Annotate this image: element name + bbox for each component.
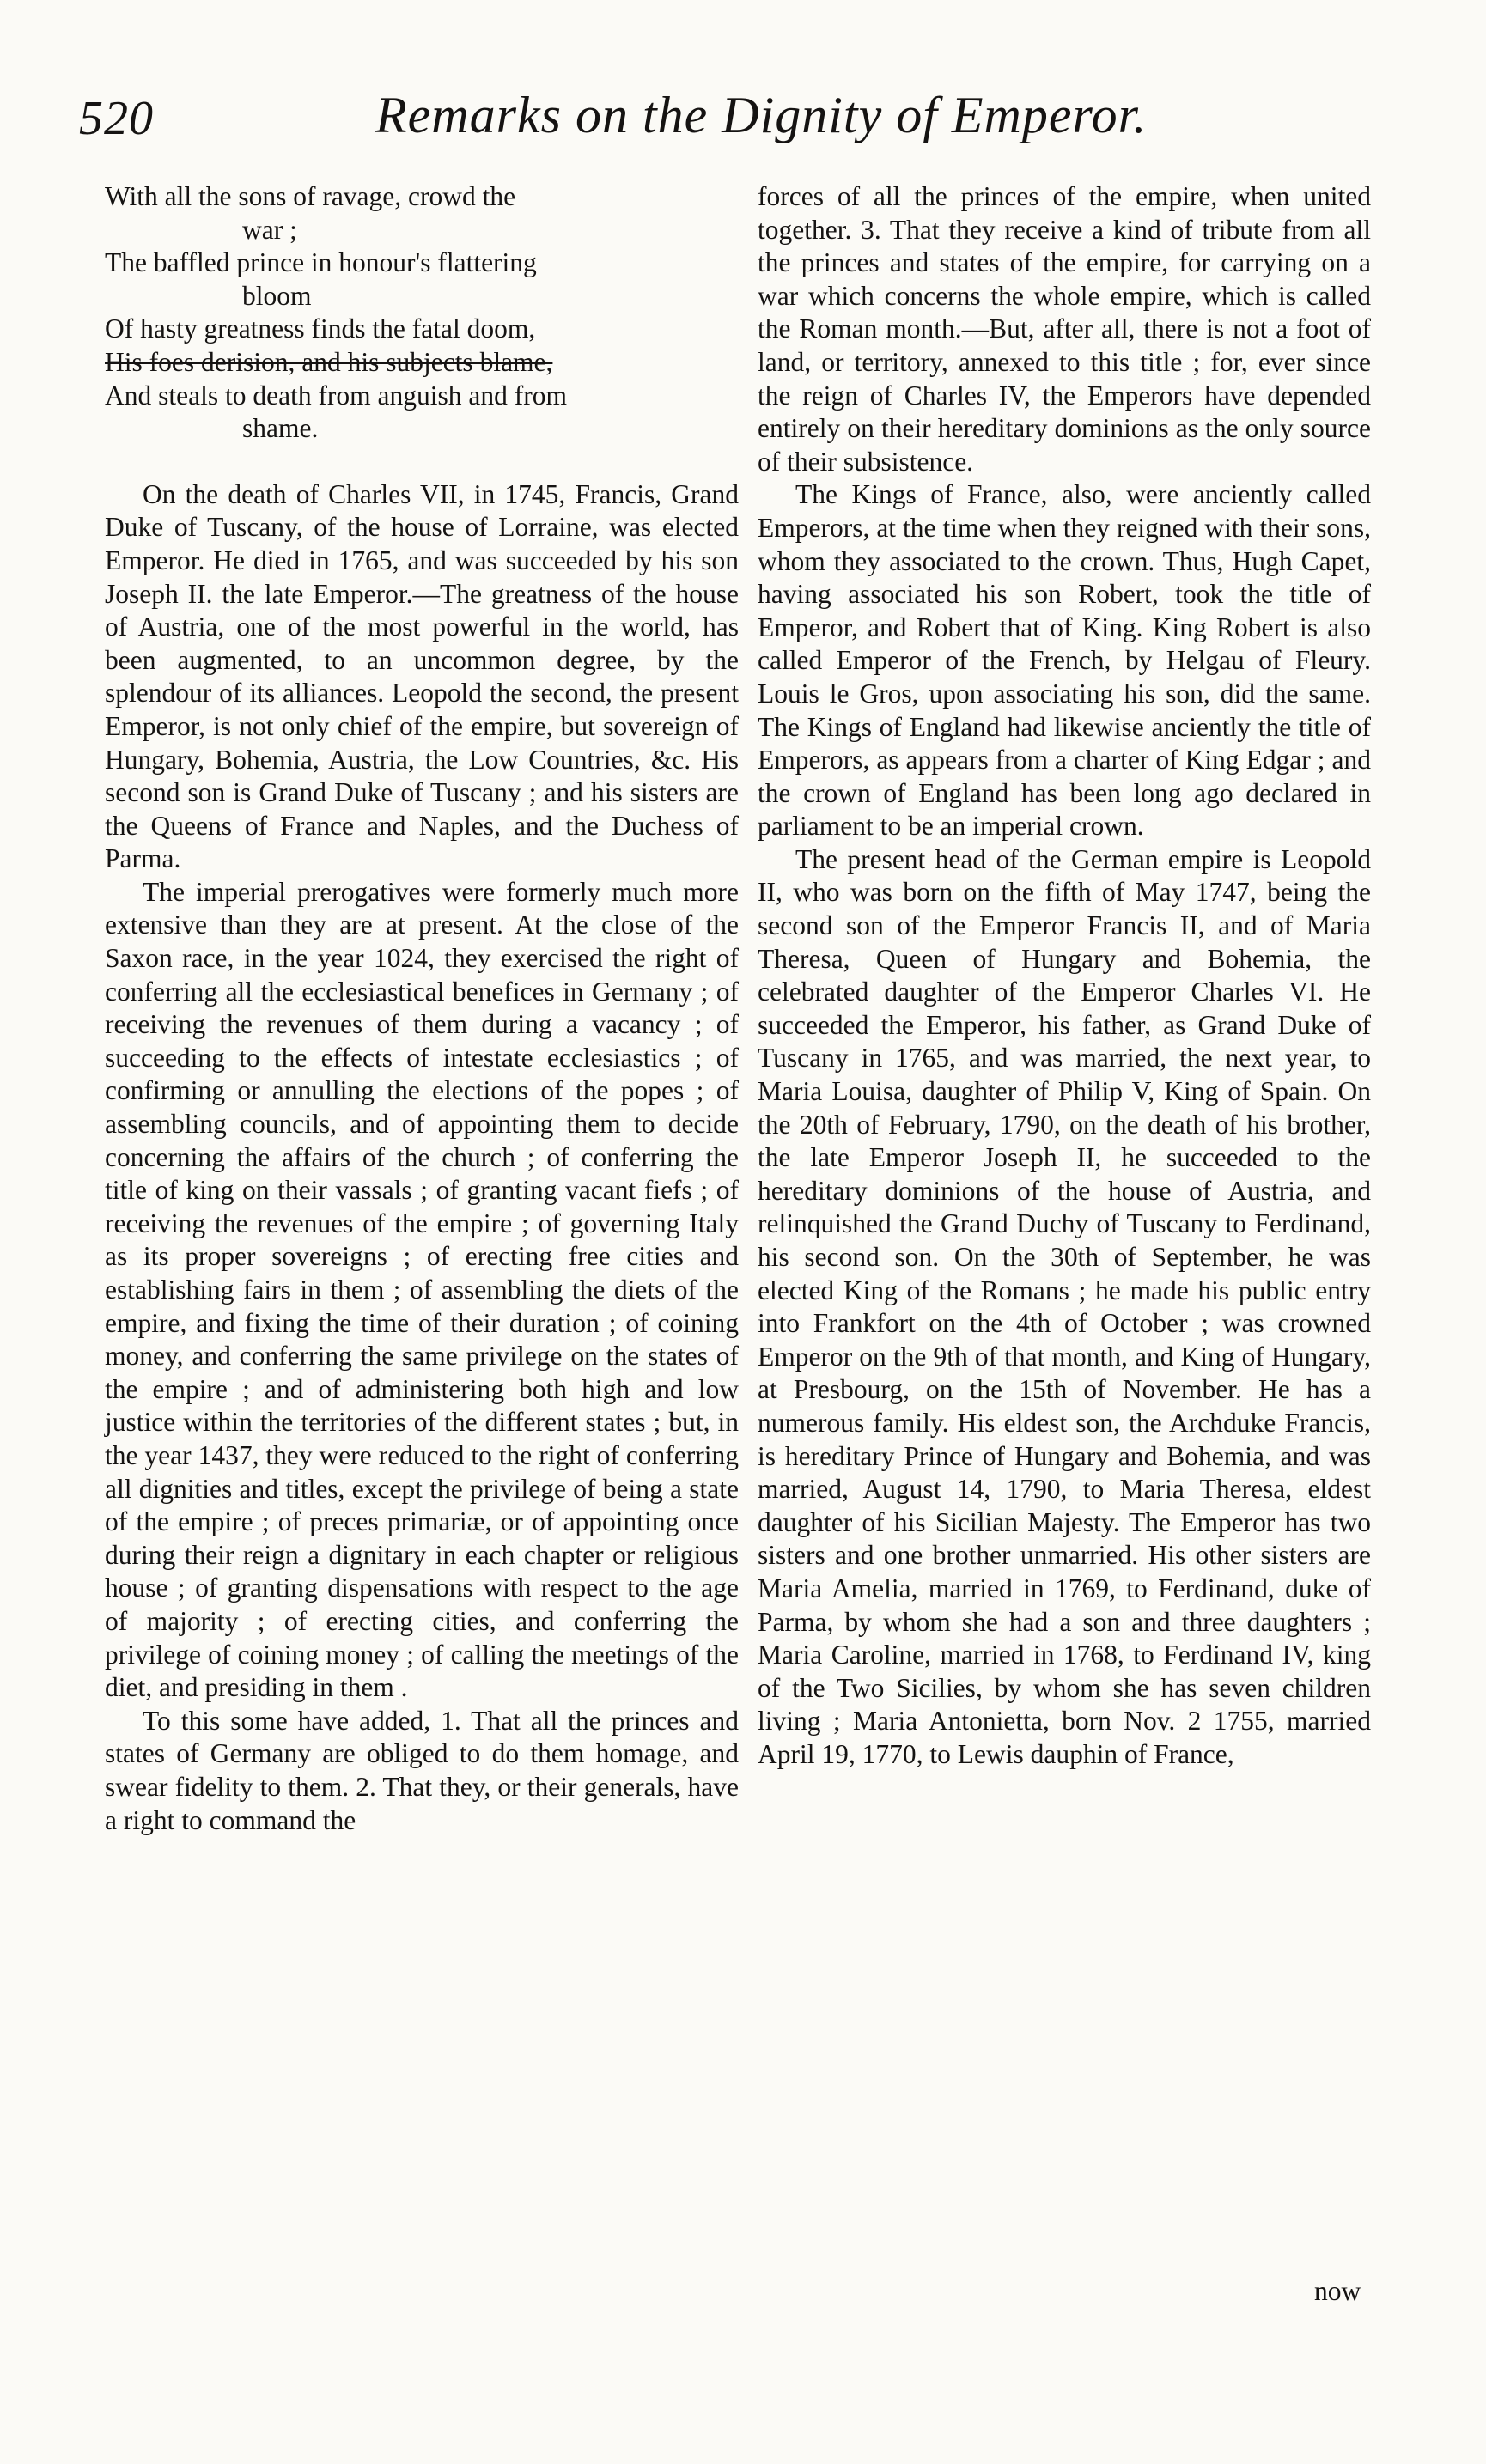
verse-line: shame. — [242, 413, 319, 444]
paragraph-charles-vii: On the death of Charles VII, in 1745, Francis, Grand Duke of Tuscany, of the house of Lorraine, was elected Emperor. He died in 1765, and was succeeded by his son Joseph II. the late Emperor.—The greatness of the house of Austria, one of the most powerful in the world, has been augmented, to an uncommon degree, by the splendour of its alliances. Leopold the second, the present Emperor, is not only chief of the empire, but sovereign of Hungary, Bohemia, Austria, the Low Countries, &c. His second son is Grand Duke of Tuscany ; and his sisters are the Queens of France and Naples, and the Duchess of Parma. — [105, 478, 739, 874]
page-header — [79, 82, 1402, 160]
verse-line-struck: His foes derision, and his subjects blame, — [105, 346, 553, 377]
verse-line: The baffled prince in honour's flattering — [105, 247, 537, 278]
paragraph-some-have-added: To this some have added, 1. That all the princes and states of Germany are obliged to do them homage, and swear fidelity to them. 2. That they, or their generals, have a right to command the — [105, 1705, 739, 1835]
right-column — [758, 180, 1371, 1772]
paragraph-kings-of-france: The Kings of France, also, were anciently called Emperors, at the time when they reigned with their sons, whom they associated to the crown. Thus, Hugh Capet, having associated his son Robert, took the title of Emperor, and Robert that of King. King Robert is also called Emperor of the French, by Helgau of Fleury. Louis le Gros, upon associating his son, did the same. The Kings of England had likewise anciently the title of Emperors, as appears from a charter of King Edgar ; and the crown of England has been long ago declared in parliament to be an imperial crown. — [758, 479, 1371, 842]
paragraph-forces-continued: forces of all the princes of the empire, when united together. 3. That they receive a kind of tribute from all the princes and states of the empire, for carrying on a war which concerns the whole empire, which is called the Roman month.—But, after all, there is not a foot of land, or territory, annexed to this title ; for, ever since the reign of Charles IV, the Emperors have depended entirely on their hereditary dominions as the only source of their subsistence. — [758, 181, 1371, 477]
catchword: now — [1314, 2276, 1361, 2306]
verse-line: war ; — [242, 214, 297, 245]
verse-stanza — [105, 180, 739, 446]
left-column — [105, 180, 739, 1837]
verse-line: Of hasty greatness finds the fatal doom, — [105, 313, 536, 344]
paragraph-present-head: The present head of the German empire is Leopold II, who was born on the fifth of May 1747, being the second son of the Emperor Francis II, and of Maria Theresa, Queen of Hungary and Bohemia, the celebrated daughter of the Emperor Charles VI. He succeeded the Emperor, his father, as Grand Duke of Tuscany in 1765, and was married, the next year, to Maria Louisa, daughter of Philip V, King of Spain. On the 20th of February, 1790, on the death of his brother, the late Emperor Joseph II, he succeeded to the hereditary dominions of the house of Austria, and relinquished the Grand Duchy of Tuscany to Ferdinand, his second son. On the 30th of September, he was elected King of the Romans ; he made his public entry into Frankfort on the 4th of October ; was crowned Emperor on the 9th of that month, and King of Hungary, at Presbourg, on the 15th of November. He has a numerous family. His eldest son, the Archduke Francis, is hereditary Prince of Hungary and Bohemia, and was married, August 14, 1790, to Maria Theresa, eldest daughter of his Sicilian Majesty. The Emperor has two sisters and one brother unmarried. His other sisters are Maria Amelia, married in 1769, to Ferdinand, duke of Parma, by whom she had a son and three daughters ; Maria Caroline, married in 1768, to Ferdinand IV, king of the Two Sicilies, by whom she has seven children living ; Maria Antonietta, born Nov. 2 1755, married April 19, 1770, to Lewis dauphin of France, — [758, 843, 1371, 1769]
paragraph-imperial-prerogatives: The imperial prerogatives were formerly much more extensive than they are at present. At the close of the Saxon race, in the year 1024, they exercised the right of conferring all the ecclesiastical benefices in Germany ; of receiving the revenues of them during a vacancy ; of succeeding to the effects of intestate ecclesiastics ; of confirming or annulling the elections of the popes ; of assembling councils, and of appointing them to decide concerning the affairs of the church ; of conferring the title of king on their vassals ; of granting vacant fiefs ; of receiving the revenues of the empire ; of governing Italy as its proper sovereigns ; of erecting free cities and establishing fairs in them ; of assembling the diets of the empire, and fixing the time of their duration ; of coining money, and conferring the same privilege on the states of the empire ; and of administering both high and low justice within the territories of the different states ; but, in the year 1437, they were reduced to the right of conferring all dignities and titles, except the privilege of being a state of the empire ; of preces primariæ, or of appointing once during their reign a dignitary in each chapter or religious house ; of granting dispensations with respect to the age of majority ; of erecting cities, and conferring the privilege of coining money ; of calling the meetings of the diet, and presiding in them . — [105, 876, 739, 1703]
running-title: Remarks on the Dignity of Emperor. — [375, 87, 1148, 143]
verse-line: With all the sons of ravage, crowd the — [105, 181, 516, 211]
page-number: 520 — [79, 92, 154, 145]
verse-line: bloom — [242, 280, 312, 311]
verse-line: And steals to death from anguish and from — [105, 380, 568, 411]
